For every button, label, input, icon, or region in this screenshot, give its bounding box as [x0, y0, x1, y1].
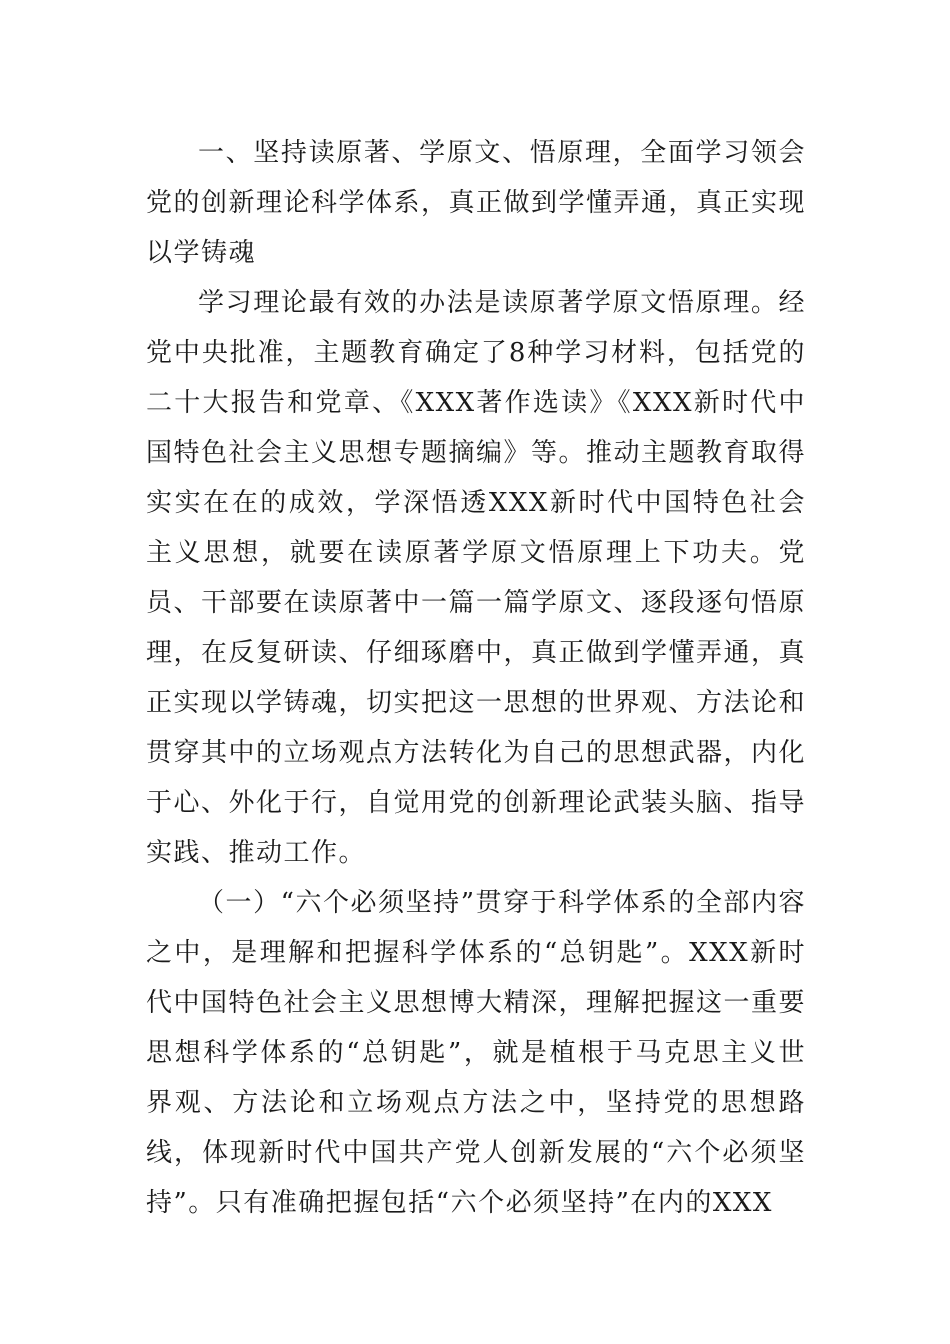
document-body: [146, 128, 806, 1228]
body-paragraph: 学习理论最有效的办法是读原著学原文悟原理。经党中央批准，主题教育确定了8种学习材料，包括党的二十大报告和党章、《XXX著作选读》《XXX新时代中国特色社会主义思想专题摘编》等。推动主题教育取得实实在在的成效，学深悟透XXX新时代中国特色社会主义思想，就要在读原著学原文悟原理上下功夫。党员、干部要在读原著中一篇一篇学原文、逐段逐句悟原理，在反复研读、仔细琢磨中，真正做到学懂弄通，真正实现以学铸魂，切实把这一思想的世界观、方法论和贯穿其中的立场观点方法转化为自己的思想武器，内化于心、外化于行，自觉用党的创新理论武装头脑、指导实践、推动工作。: [146, 288, 807, 868]
subsection-paragraph: （一）“六个必须坚持”贯穿于科学体系的全部内容之中，是理解和把握科学体系的“总钥匙”。XXX新时代中国特色社会主义思想博大精深，理解把握这一重要思想科学体系的“总钥匙”，就是植根于马克思主义世界观、方法论和立场观点方法之中，坚持党的思想路线，体现新时代中国共产党人创新发展的“六个必须坚持”。只有准确把握包括“六个必须坚持”在内的XXX: [146, 888, 807, 1218]
section-heading-paragraph: 一、坚持读原著、学原文、悟原理，全面学习领会党的创新理论科学体系，真正做到学懂弄通，真正实现以学铸魂: [146, 138, 807, 268]
